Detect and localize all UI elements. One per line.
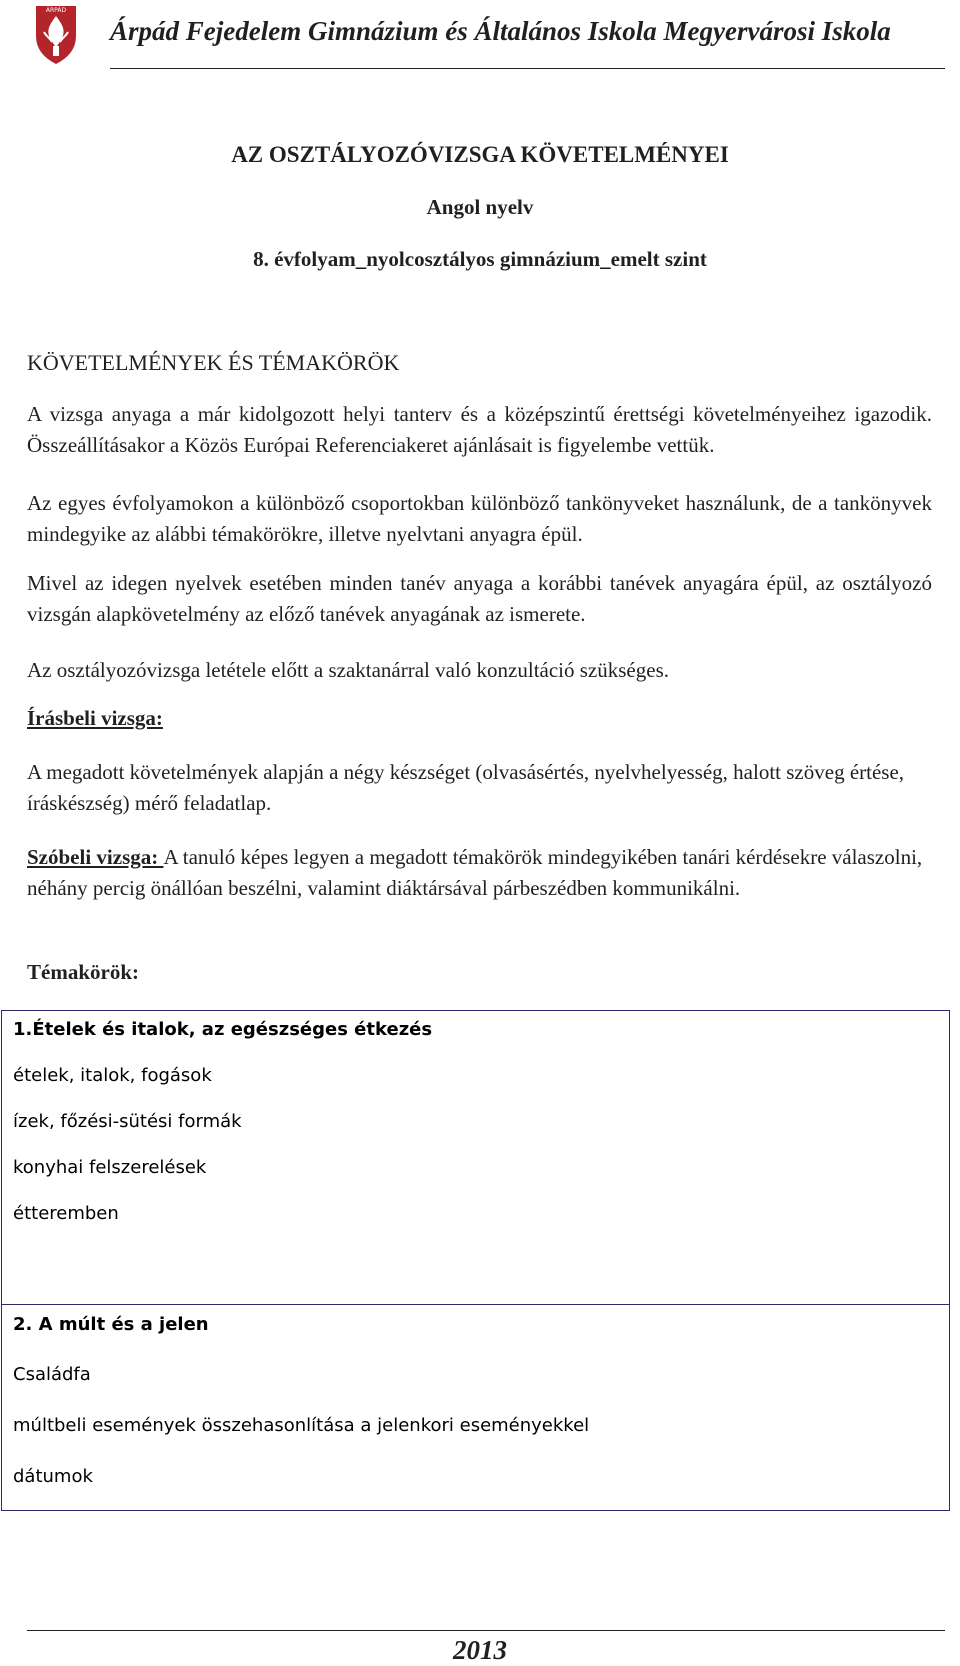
table-row-divider	[2, 1304, 949, 1305]
oral-exam-text: A tanuló képes legyen a megadott témakörök mindegyikében tanári kérdésekre válaszolni, néhány percig önállóan beszélni, valamint diáktársával párbeszédben kommunikálni.	[27, 845, 923, 900]
topic-1-item: étteremben	[13, 1203, 119, 1224]
topic-2-heading: 2. A múlt és a jelen	[13, 1314, 209, 1335]
paragraph-consultation: Az osztályozóvizsga letétele előtt a szaktanárral való konzultáció szükséges.	[27, 658, 669, 682]
logo-text: ÁRPÁD	[45, 7, 67, 14]
topic-1-item: konyhai felszerelések	[13, 1157, 207, 1178]
topics-label: Témakörök:	[27, 960, 139, 984]
oral-exam-label: Szóbeli vizsga:	[27, 845, 164, 869]
written-exam-label: Írásbeli vizsga:	[27, 706, 163, 730]
oral-exam-paragraph	[27, 842, 932, 904]
topic-2-item: dátumok	[13, 1466, 93, 1487]
topic-1-item: ételek, italok, fogások	[13, 1065, 212, 1086]
grade-title: 8. évfolyam_nyolcosztályos gimnázium_emelt szint	[253, 247, 707, 271]
paragraph-textbooks: Az egyes évfolyamokon a különböző csoportokban különböző tankönyveket használunk, de a tankönyvek mindegyike az alábbi témakörökre, illetve nyelvtani anyagra épül.	[27, 491, 932, 546]
header-title: Árpád Fejedelem Gimnázium és Általános Iskola Megyervárosi Iskola	[110, 16, 891, 46]
topics-table	[1, 1010, 950, 1511]
written-exam-text: A megadott követelmények alapján a négy készséget (olvasásértés, nyelvhelyesség, halott szöveg értése, íráskészség) mérő feladatlap.	[27, 760, 905, 815]
school-crest-logo	[32, 2, 80, 66]
topic-2-item: múltbeli események összehasonlítása a jelenkori eseményekkel	[13, 1415, 590, 1436]
paragraph-intro: A vizsga anyaga a már kidolgozott helyi tanterv és a középszintű érettségi követelményeihez igazodik. Összeállításakor a Közös Európai Referenciakeret ajánlásait is figyelembe vettük.	[27, 402, 932, 457]
topic-1-heading: 1.Ételek és italok, az egészséges étkezés	[13, 1019, 433, 1040]
footer-rule	[27, 1630, 945, 1631]
subject-title: Angol nyelv	[426, 195, 534, 219]
document-title: AZ OSZTÁLYOZÓVIZSGA KÖVETELMÉNYEI	[231, 142, 729, 167]
topic-2-item: Családfa	[13, 1364, 91, 1385]
topic-1-item: ízek, főzési-sütési formák	[13, 1111, 242, 1132]
header-rule	[110, 68, 945, 69]
section-heading: KÖVETELMÉNYEK ÉS TÉMAKÖRÖK	[27, 350, 400, 375]
footer-year: 2013	[453, 1635, 507, 1665]
paragraph-prior-knowledge: Mivel az idegen nyelvek esetében minden tanév anyaga a korábbi tanévek anyagára épül, az osztályozó vizsgán alapkövetelmény az előző tanévek anyagának az ismerete.	[27, 571, 932, 626]
